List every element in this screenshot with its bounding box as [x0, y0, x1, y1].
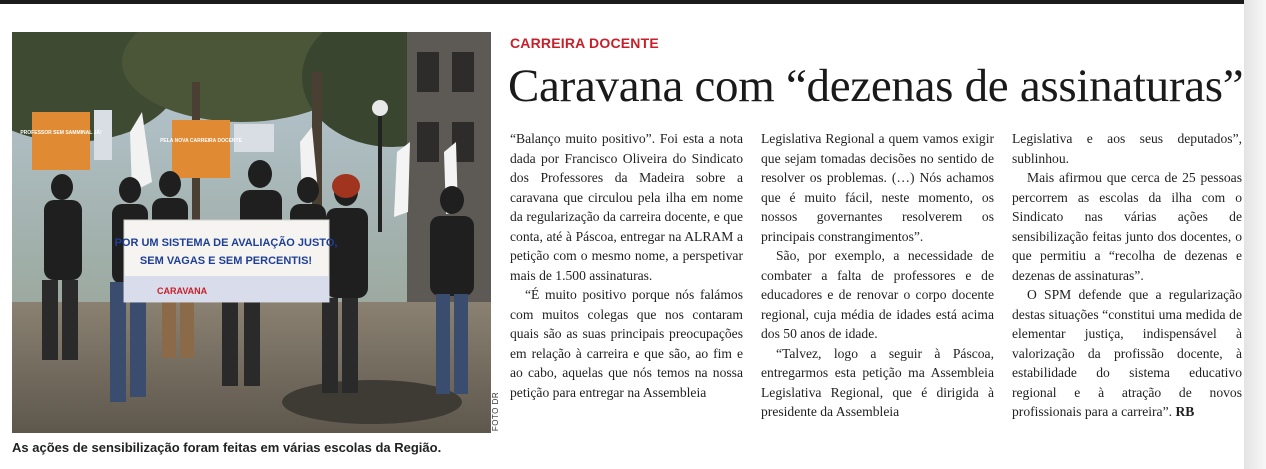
banner-text-line2: SEM VAGAS E SEM PERCENTIS!: [139, 255, 313, 267]
paragraph: Mais afirmou que cerca de 25 pessoas percorrem as escolas da ilha com o Sindicato nas várias ações de sensibilização feitas junto dos docentes, o que permitiu a “recolha de dezenas e dezenas de assinaturas”.: [1012, 170, 1242, 283]
paragraph: “Talvez, logo a seguir à Páscoa, entregarmos esta petição ma Assembleia Legislativa Regional, que é dirigida à presidente da Assembleia: [761, 345, 994, 419]
banner-footer: CARAVANA: [157, 286, 208, 296]
text-column-2: [761, 129, 994, 422]
paragraph: Legislativa Regional a quem vamos exigir que sejam tomadas decisões no sentido de resolver os problemas. (…) Nós achamos que é muito fácil, neste momento, os nossos governantes resolverem os principais constrangimentos”.: [761, 131, 994, 244]
top-rule: [0, 0, 1248, 4]
paragraph: São, por exemplo, a necessidade de combater a falta de professores e de educadores e de renovar o corpo docente regional, cuja média de idades está acima dos 50 anos de idade.: [761, 248, 994, 341]
paragraph-text: O SPM defende que a regularização destas situações “constitui uma medida de elementar justiça, indispensável à valorização da profissão docente, à estabilidade do sistema educativo regional e à atração de novos profissionais para a carreira”.: [1012, 287, 1242, 419]
sign-right-text: PELA NOVA CARREIRA DOCENTE: [160, 138, 242, 144]
text-column-1: [510, 129, 743, 402]
article-photo: [12, 32, 491, 433]
text-column-3: [1012, 129, 1242, 422]
photo-credit: FOTO DR: [491, 391, 501, 432]
sign-left-text: PROFESSOR SEM SAMMINAL JÁ!: [20, 130, 102, 136]
banner-text-line1: POR UM SISTEMA DE AVALIAÇÃO JUSTO,: [114, 237, 338, 249]
paragraph: “Balanço muito positivo”. Foi esta a nota dada por Francisco Oliveira do Sindicato dos Professores da Madeira sobre a caravana que circulou pela ilha em nome da regularização da carreira docente, e que conta, até à Páscoa, entregar na ALRAM a petição com o mesmo nome, a perspetivar mais de 1.500 assinaturas.: [510, 131, 743, 283]
author-signature: RB: [1175, 404, 1195, 419]
page-edge: [1244, 0, 1266, 469]
paragraph: “É muito positivo porque nós falámos com muitos colegas que nos contaram quais são as suas principais preocupações em relação à carreira e que são, ao fim e ao cabo, aquelas que nós temos na nossa petição para entregar na Assembleia: [510, 287, 743, 400]
section-kicker: CARREIRA DOCENTE: [510, 35, 659, 51]
paragraph: [1012, 285, 1242, 422]
photo-caption: As ações de sensibilização foram feitas em várias escolas da Região.: [12, 440, 442, 455]
headline: Caravana com “dezenas de assinaturas”: [508, 60, 1244, 112]
paragraph: Legislativa e aos seus deputados”, sublinhou.: [1012, 131, 1242, 166]
